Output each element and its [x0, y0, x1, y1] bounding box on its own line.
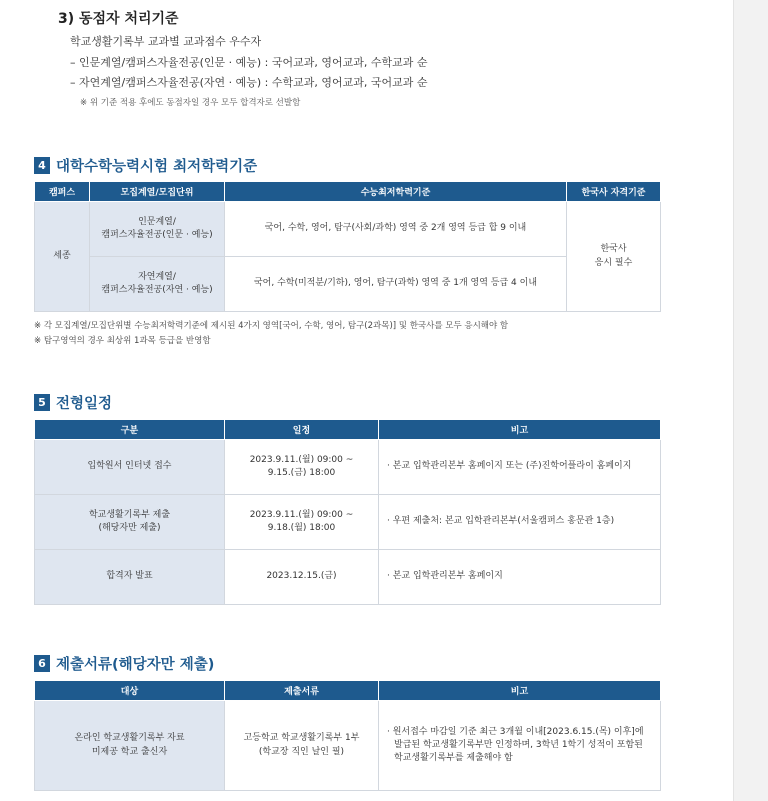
- section-5-heading: [34, 392, 112, 413]
- history-cell: [567, 202, 661, 312]
- documents-table: [34, 680, 661, 791]
- category-cell: [35, 495, 225, 550]
- schedule-cell: [225, 440, 379, 495]
- criteria-cell: 국어, 수학(미적분/기하), 영어, 탐구(과학) 영역 중 1개 영역 등급 4 이내: [225, 257, 567, 312]
- column-header: 구분: [35, 420, 225, 440]
- column-header: 수능최저학력기준: [225, 182, 567, 202]
- table-note: ※ 각 모집계열/모집단위별 수능최저학력기준에 제시된 4가지 영역[국어, 수학, 영어, 탐구(2과목)] 및 한국사를 모두 응시해야 함: [34, 321, 509, 331]
- criteria-cell: 국어, 수학, 영어, 탐구(사회/과학) 영역 중 2개 영역 등급 합 9 이내: [225, 202, 567, 257]
- docs-cell: [225, 701, 379, 791]
- remark-line: 발급된 학교생활기록부만 인정하며, 3학년 1학기 성적이 포함된: [394, 739, 643, 750]
- page-gutter: [733, 0, 768, 801]
- history-line: 응시 필수: [594, 257, 633, 268]
- campus-cell: 세종: [35, 202, 90, 312]
- remark-cell: · 본교 입학관리본부 홈페이지 또는 (주)진학어플라이 홈페이지: [379, 440, 661, 495]
- remark-line: 학교생활기록부를 제출해야 함: [394, 753, 513, 764]
- tiebreak-note: ※ 위 기준 적용 후에도 동점자일 경우 모두 합격자로 선발함: [80, 98, 301, 108]
- table-row: [35, 440, 661, 495]
- section-6-heading: [34, 653, 214, 674]
- table-note: ※ 탐구영역의 경우 최상위 1과목 등급을 반영함: [34, 336, 211, 346]
- tiebreak-line: 학교생활기록부 교과별 교과점수 우수자: [70, 35, 262, 48]
- tiebreak-line: – 인문계열/캠퍼스자율전공(인문 · 예능) : 국어교과, 영어교과, 수학교과 순: [70, 56, 428, 69]
- unit-line: 캠퍼스자율전공(자연 · 예능): [101, 285, 213, 295]
- section-number: 4: [34, 157, 50, 174]
- min-score-table: [34, 181, 661, 312]
- column-header: 대상: [35, 681, 225, 701]
- unit-line: 인문계열/: [138, 216, 176, 227]
- unit-cell: [90, 257, 225, 312]
- schedule-table: [34, 419, 661, 605]
- section-title: 전형일정: [56, 396, 113, 412]
- tiebreak-title: 3) 동점자 처리기준: [58, 11, 179, 27]
- remark-line: · 원서접수 마감일 기준 최근 3개월 이내[2023.6.15.(목) 이후]에: [387, 726, 644, 737]
- table-row: [35, 701, 661, 791]
- section-4-heading: [34, 155, 257, 176]
- remark-cell: [379, 701, 661, 791]
- remark-cell: · 본교 입학관리본부 홈페이지: [379, 550, 661, 605]
- table-row: [35, 495, 661, 550]
- table-row: [35, 202, 661, 257]
- category-cell: 입학원서 인터넷 접수: [35, 440, 225, 495]
- tiebreak-line: – 자연계열/캠퍼스자율전공(자연 · 예능) : 수학교과, 영어교과, 국어교과 순: [70, 76, 428, 89]
- category-line: 학교생활기록부 제출: [88, 509, 171, 520]
- column-header: 한국사 자격기준: [567, 182, 661, 202]
- target-line: 온라인 학교생활기록부 자료: [74, 733, 185, 744]
- unit-line: 자연계열/: [138, 271, 176, 282]
- schedule-line: 9.18.(월) 18:00: [267, 523, 336, 533]
- section-number: 6: [34, 655, 50, 672]
- unit-line: 캠퍼스자율전공(인문 · 예능): [101, 230, 213, 240]
- category-line: (해당자만 제출): [98, 523, 161, 533]
- target-cell: [35, 701, 225, 791]
- section-number: 5: [34, 394, 50, 411]
- remark-cell: · 우편 제출처: 본교 입학관리본부(서울캠퍼스 홍문관 1층): [379, 495, 661, 550]
- column-header: 비고: [379, 681, 661, 701]
- table-row: [35, 550, 661, 605]
- column-header: 비고: [379, 420, 661, 440]
- schedule-line: 2023.9.11.(월) 09:00 ~: [249, 509, 354, 520]
- schedule-cell: [225, 495, 379, 550]
- schedule-cell: 2023.12.15.(금): [225, 550, 379, 605]
- schedule-line: 9.15.(금) 18:00: [267, 468, 336, 478]
- target-line: 미제공 학교 출신자: [91, 746, 168, 757]
- column-header: 일정: [225, 420, 379, 440]
- column-header: 캠퍼스: [35, 182, 90, 202]
- docs-line: (학교장 직인 날인 필): [258, 746, 345, 757]
- history-line: 한국사: [600, 244, 627, 255]
- column-header: 모집계열/모집단위: [90, 182, 225, 202]
- schedule-line: 2023.9.11.(월) 09:00 ~: [249, 454, 354, 465]
- docs-line: 고등학교 학교생활기록부 1부: [243, 733, 360, 744]
- category-cell: 합격자 발표: [35, 550, 225, 605]
- section-title: 대학수학능력시험 최저학력기준: [56, 159, 258, 175]
- section-title: 제출서류(해당자만 제출): [56, 657, 215, 673]
- column-header: 제출서류: [225, 681, 379, 701]
- unit-cell: [90, 202, 225, 257]
